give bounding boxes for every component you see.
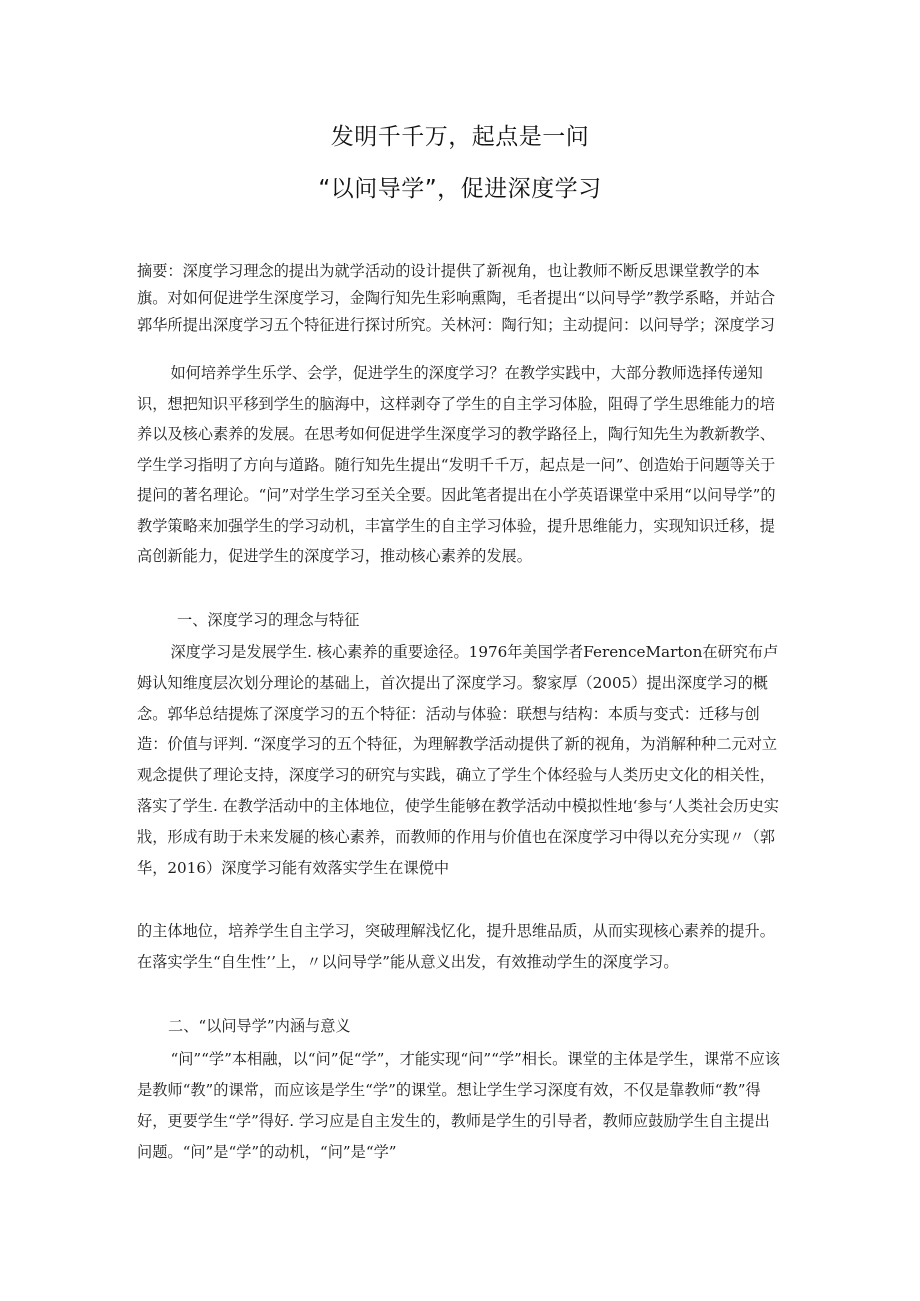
section-heading-1: 一、深度学习的理念与特征 [177,611,360,629]
paragraph-section-1-continued: 的主体地位，培养学生自主学习，突破理解浅忆化，提升思维品质，从而实现核心素养的提升。在落实学生“自生性’’上，〃以问导学”能从意义出发，有效推动学生的深度学习。 [137,922,775,971]
title-line-1: 发明千千万，起点是一问 [330,124,590,150]
paragraph-intro: 如何培养学生乐学、会学，促进学生的深度学习？在教学实践中，大部分教师选择传递知识，想把知识平移到学生的脑海中，这样剥夺了学生的自主学习体脸，阻碍了学生思维能力的培养以及核心素养的发展。在思考如何促进学生深度学习的教学路径上，陶行知先生为教新教学、学生学习指明了方向与道路。随行知先生提出“发明千千万，起点是一问”、创造始于问题等关于提问的著名理论。“问”对学生学习至关全要。因此笔者提出在小学英语课堂中采用“以问导学”的教学策略来加强学生的学习动机，丰富学生的自主学习体验，提升思维能力，实现知识迁移，提高创新能力，促进学生的深度学习，推动核心素养的发展。 [137,364,776,565]
paragraph-section-2: “问”“学”本相融，以“问”促“学”，才能实现“问”“学”相长。课堂的主体是学生，课常不应该是教师“教”的课常，而应该是学生“学”的课堂。想让学生学习深度有效，不仅是靠教师“教”得好，更要学生“学”得好. 学习应是自主发生的，教师是学生的引导者，教师应鼓励学生自主提出问题。“问”是“学”的动机，“问”是“学” [137,1050,780,1161]
abstract: 摘要：深度学习理念的提出为就学活动的设计提供了新视角，也让教师不断反思课堂教学的本旗。对如何促进学生深度学习，金陶行知先生彩响熏陶，毛者提出“以问导学”教学系略，并站合郭华所提出深度学习五个特征进行探讨所究。关林河：陶行知；主动提问：以问导学；深度学习 [137,262,776,334]
title-line-2: “以问导学”，促进深度学习 [318,176,602,202]
paragraph-section-1: 深度学习是发展学生. 核心素养的重要途径。1976年美国学者FerenceMarton在研究布卢姆认知维度层次划分理论的基础上，首次提出了深度学习。黎家厚（2005）提出深度学习的概念。郭华总结提炼了深度学习的五个特征：活动与体验：联想与结构：本质与变式：迁移与创造：价值与评判. “深度学习的五个特征，为理解教学活动提供了新的视角，为消解种种二元对立观念提供了理论支持，深度学习的研究与实践，确立了学生个体经验与人类历史文化的相关性，落实了学生. 在教学活动中的主体地位，使学生能够在教学活动中模拟性地‘参与‘人类社会历史实戕，形成有助于未来发屣的核心素养，而教师的作用与价值也在深度学习中得以充分实现〃（郭华，2016）深度学习能有效落实学生在课傥中 [137,643,779,877]
section-heading-2: 二、“以问导学”内涵与意义 [168,1017,351,1035]
